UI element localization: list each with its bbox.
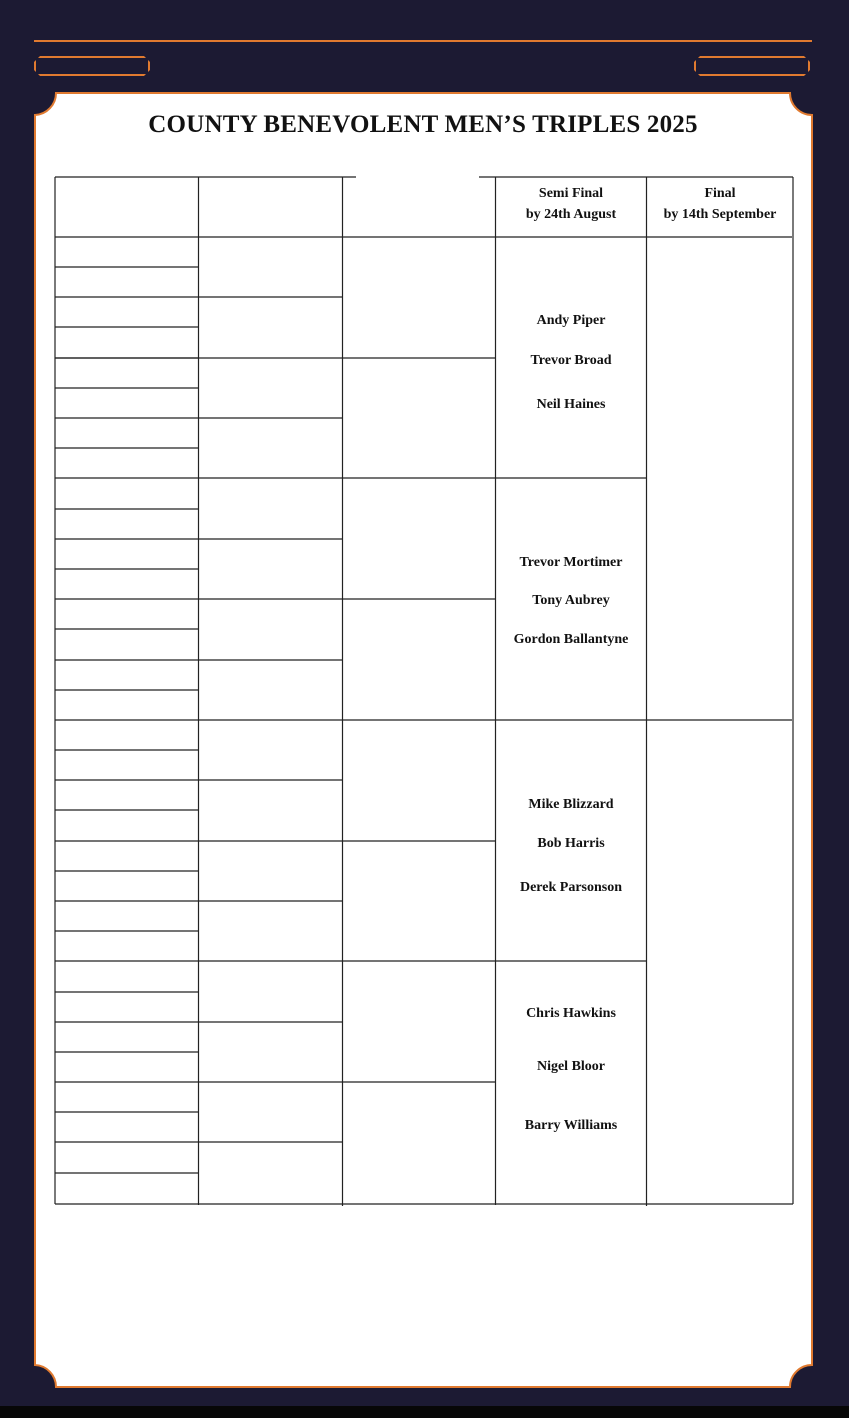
team-4-player-3: Barry Williams [524, 1118, 618, 1133]
team-4-player-2: Nigel Bloor [536, 1059, 606, 1074]
team-3-player-1: Mike Blizzard [528, 797, 614, 812]
team-3-player-3: Derek Parsonson [519, 880, 623, 895]
team-1-player-2: Trevor Broad [530, 353, 612, 368]
semi-final-title: Semi Final [538, 186, 604, 201]
team-1-player-1: Andy Piper [536, 313, 606, 328]
team-2-player-1: Trevor Mortimer [519, 555, 623, 570]
final-deadline: by 14th September [663, 207, 777, 222]
team-2-player-3: Gordon Ballantyne [513, 632, 629, 647]
semi-final-deadline: by 24th August [525, 207, 617, 222]
team-2-player-2: Tony Aubrey [532, 593, 610, 608]
team-3-player-2: Bob Harris [537, 836, 605, 851]
semi-final-header [496, 183, 646, 225]
final-header [647, 183, 793, 225]
team-4-player-1: Chris Hawkins [526, 1006, 616, 1021]
page-title: COUNTY BENEVOLENT MEN’S TRIPLES 2025 [148, 111, 698, 138]
team-1-player-3: Neil Haines [536, 397, 606, 412]
final-title: Final [704, 186, 736, 201]
